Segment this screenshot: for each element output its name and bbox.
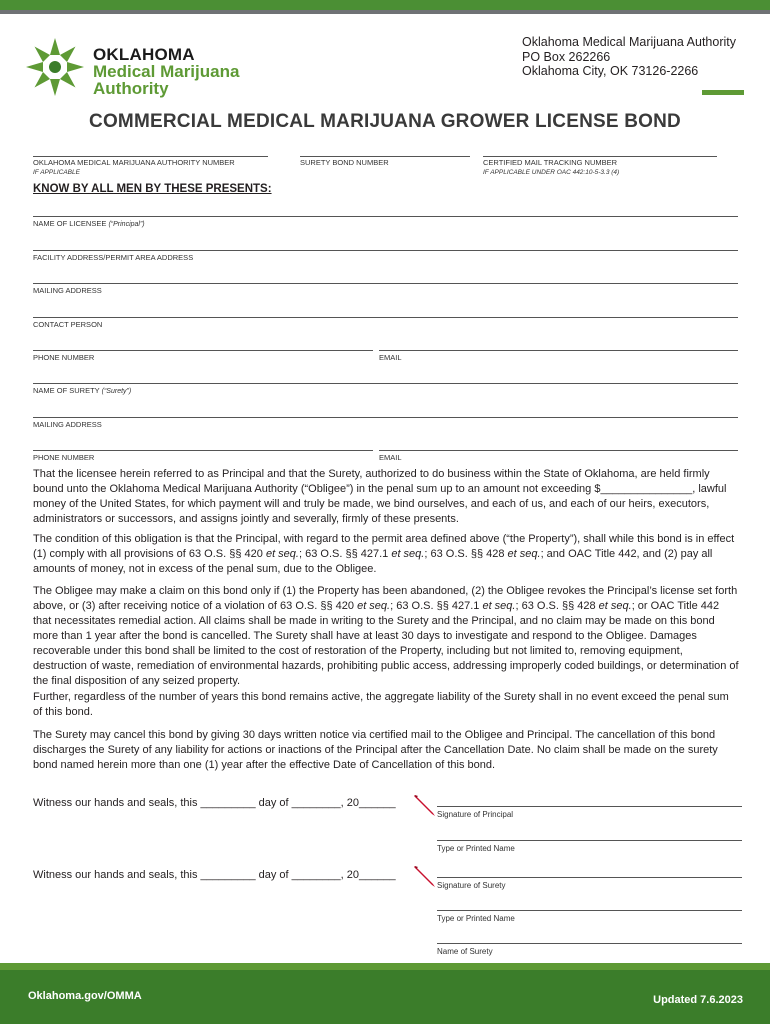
logo-line-medical-marijuana: Medical Marijuana: [93, 62, 240, 81]
phone-number-field-1[interactable]: [33, 350, 373, 362]
p2-text-c: ; 63 O.S. §§ 427.1: [298, 548, 392, 560]
surety-bond-number-field[interactable]: [300, 156, 470, 167]
principal-printed-name-line[interactable]: [437, 840, 742, 853]
p3-italic-d: et seq.: [482, 600, 516, 612]
contact-person-label: CONTACT PERSON: [33, 320, 103, 329]
licensee-name-label: NAME OF LICENSEE: [33, 219, 107, 228]
footer-website-link[interactable]: Oklahoma.gov/OMMA: [28, 990, 142, 1002]
facility-address-field[interactable]: [33, 250, 738, 262]
mailing-address-label-1: MAILING ADDRESS: [33, 286, 102, 295]
bond-paragraph-5: The Surety may cancel this bond by giving 30 days written notice via certified mail to the Obligee and Principal. The cancellation of this bond discharges the Surety of any liability for actions or inactions of the Principal after the Cancellation Date. No claim shall be made on the surety bond named herein more than one (1) year after the effective Date of Cancellation of this bond.: [33, 729, 718, 771]
witness-line-1[interactable]: Witness our hands and seals, this _________ day of ________, 20______: [33, 797, 396, 809]
p2-italic-f: et seq.: [507, 548, 541, 560]
certified-mail-field[interactable]: [483, 156, 717, 177]
p3-text-c: ; 63 O.S. §§ 427.1: [390, 600, 483, 612]
mailing-address-field-2[interactable]: [33, 417, 738, 429]
email-label-2: EMAIL: [379, 453, 402, 462]
phone-number-label-2: PHONE NUMBER: [33, 453, 95, 462]
phone-number-field-2[interactable]: [33, 450, 373, 462]
pen-icon: [413, 864, 437, 888]
surety-signature-label: Signature of Surety: [437, 881, 506, 890]
omma-logo: [24, 36, 244, 100]
surety-printed-name-label: Type or Printed Name: [437, 914, 515, 923]
p3-text-a: The Obligee may make a claim on this bond only if (1) the Property has been abandoned, (2) the Obligee revokes the Principal’s license set forth above, or (3) after receiving notice of a violation of 63 O.S. §§ 420: [33, 585, 738, 612]
p3-text-e: ; 63 O.S. §§ 428: [515, 600, 599, 612]
witness-line-2[interactable]: Witness our hands and seals, this _________ day of ________, 20______: [33, 869, 396, 881]
surety-name-label: NAME OF SURETY: [33, 386, 100, 395]
address-accent-bar: [702, 90, 744, 95]
p2-text-g: ; and OAC Title 442, and (2) pay all amounts of money, not in excess of the penal sum, due to the Obligee.: [33, 548, 713, 575]
top-accent-bar: [0, 0, 770, 10]
certified-mail-note: IF APPLICABLE UNDER OAC 442:10-5-3.3 (4): [483, 169, 620, 176]
p3-italic-b: et seq.: [357, 600, 391, 612]
top-divider-bar: [0, 10, 770, 14]
agency-address: [522, 35, 736, 79]
bond-paragraph-3: [33, 584, 739, 689]
p2-text-a: The condition of this obligation is that the Principal, with regard to the permit area defined above (“the Property”), shall while this bond is in effect (1) comply with all provisions of 63 O.S. §§ 420: [33, 533, 735, 560]
email-field-2[interactable]: [379, 450, 738, 462]
p2-italic-b: et seq.: [265, 548, 299, 560]
principal-signature-label: Signature of Principal: [437, 810, 514, 819]
email-field-1[interactable]: [379, 350, 738, 362]
footer-accent-bar: [0, 963, 770, 970]
bond-paragraph-4: Further, regardless of the number of years this bond remains active, the aggregate liability of the Surety shall in no event exceed the penal sum of this bond.: [33, 691, 729, 718]
phone-number-label-1: PHONE NUMBER: [33, 353, 95, 362]
omma-number-field[interactable]: [33, 156, 268, 177]
address-line-3: Oklahoma City, OK 73126-2266: [522, 64, 699, 78]
bond-paragraph-2: [33, 532, 739, 577]
principal-signature-line[interactable]: [437, 806, 742, 819]
licensee-name-field[interactable]: [33, 216, 738, 228]
surety-name-field[interactable]: [33, 383, 738, 395]
omma-number-label: OKLAHOMA MEDICAL MARIJUANA AUTHORITY NUMBER: [33, 158, 235, 167]
p2-italic-d: et seq.: [391, 548, 425, 560]
certified-mail-label: CERTIFIED MAIL TRACKING NUMBER: [483, 158, 618, 167]
mailing-address-label-2: MAILING ADDRESS: [33, 420, 102, 429]
principal-printed-name-label: Type or Printed Name: [437, 844, 515, 853]
surety-bond-number-label: SURETY BOND NUMBER: [300, 158, 389, 167]
pen-icon: [413, 793, 437, 817]
document-title: COMMERCIAL MEDICAL MARIJUANA GROWER LICENSE BOND: [89, 111, 681, 132]
mailing-address-field-1[interactable]: [33, 283, 738, 295]
surety-signature-line[interactable]: [437, 877, 742, 890]
p3-italic-f: et seq.: [598, 600, 632, 612]
omma-number-note: IF APPLICABLE: [33, 169, 80, 176]
licensee-name-note: (“Principal”): [108, 221, 145, 228]
logo-line-authority: Authority: [93, 79, 169, 98]
name-of-surety-label: Name of Surety: [437, 947, 493, 956]
facility-address-label: FACILITY ADDRESS/PERMIT AREA ADDRESS: [33, 253, 194, 262]
footer-updated-date: Updated 7.6.2023: [653, 994, 743, 1006]
know-all-men-heading: KNOW BY ALL MEN BY THESE PRESENTS:: [33, 183, 272, 195]
p3-text-g: ; or OAC Title 442 that necessitates remedial action. All claims shall be made in writing to the Surety and the Principal, and no claim may be made on this bond more than 1 year after the bond is cancelled. The Surety shall have at least 30 days to investigate and respond to the Obligee. Damages recoverable under this bond shall be limited to the cost of restoration of the Property, including but not limited to, removing equipment, destruction of waste, remediation of environmental hazards, prohibiting public access, addressing improperly coded buildings, or determination of the final disposition of any seized property.: [33, 600, 739, 687]
surety-printed-name-line[interactable]: [437, 910, 742, 923]
surety-name-note: (“Surety”): [101, 388, 132, 395]
contact-person-field[interactable]: [33, 317, 738, 329]
logo-line-oklahoma: OKLAHOMA: [93, 45, 195, 64]
name-of-surety-line[interactable]: [437, 943, 742, 956]
p2-text-e: ; 63 O.S. §§ 428: [424, 548, 508, 560]
star-leaf-logo-icon: [24, 36, 86, 98]
email-label-1: EMAIL: [379, 353, 402, 362]
bond-paragraph-1: That the licensee herein referred to as Principal and that the Surety, authorized to do business within the State of Oklahoma, are held firmly bound unto the Oklahoma Medical Marijuana Authority (“Obligee”) in the penal sum up to an amount not exceeding $_______________, lawful money of the United States, for which payment will and truly be made, we bind ourselves, and each of us, and each of our heirs, executors, administrators or successors, and assigns jointly and severally, firmly of these presents.: [33, 468, 727, 525]
address-line-1: Oklahoma Medical Marijuana Authority: [522, 35, 736, 49]
logo-wordmark: [93, 46, 239, 97]
address-line-2: PO Box 262266: [522, 49, 611, 64]
